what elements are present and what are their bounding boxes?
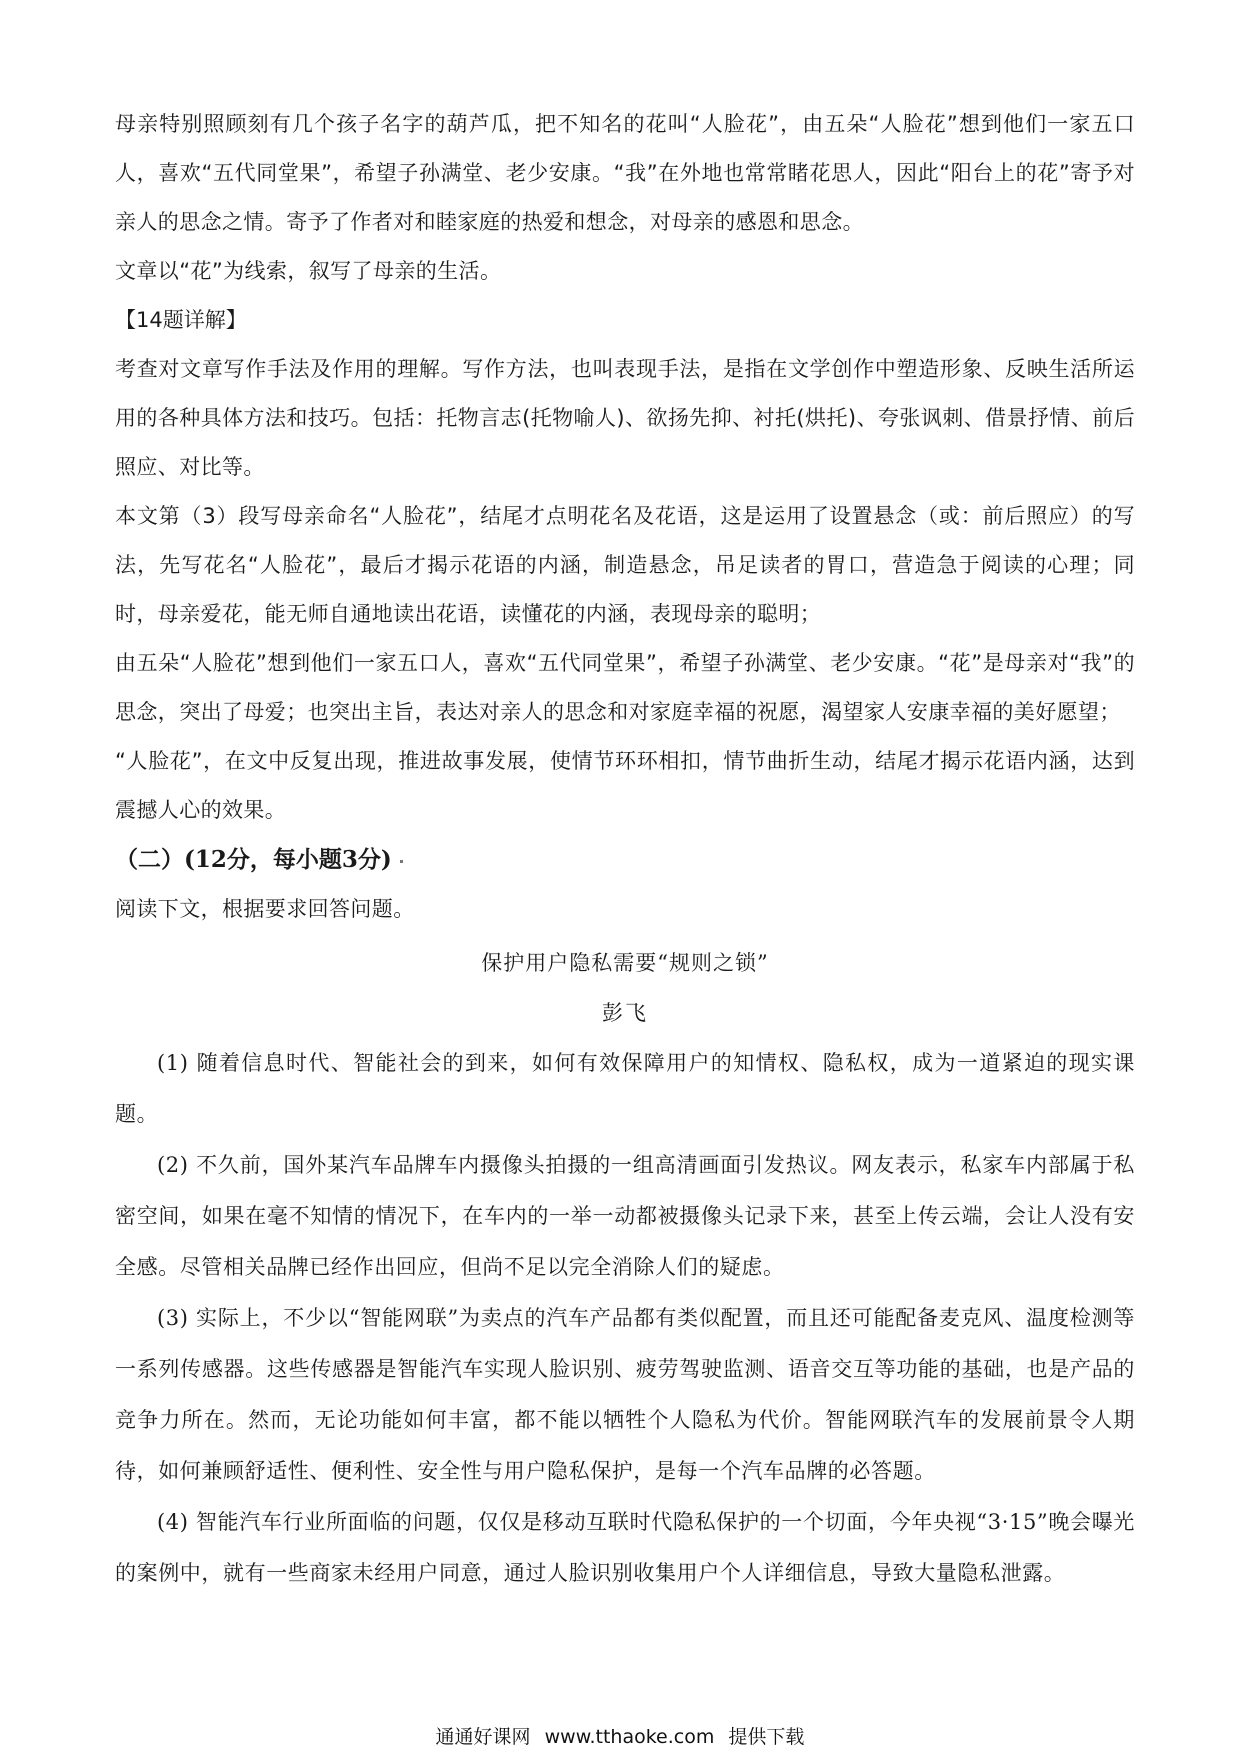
top-paragraph-1: 母亲特别照顾刻有几个孩子名字的葫芦瓜，把不知名的花叫“人脸花”，由五朵“人脸花”想到他们一家五口人，喜欢“五代同堂果”，希望子孙满堂、老少安康。“我”在外地也常常睹花思人，因此“阳台上的花”寄予对亲人的思念之情。寄予了作者对和睦家庭的热爱和想念，对母亲的感恩和思念。 (115, 112, 1135, 234)
top-paragraph-2: 文章以“花”为线索，叙写了母亲的生活。 (115, 259, 502, 283)
article-paragraph-3: (3) 实际上，不少以“智能网联”为卖点的汽车产品都有类似配置，而且还可能配备麦克风、温度检测等一系列传感器。这些传感器是智能汽车实现人脸识别、疲劳驾驶监测、语音交互等功能的基础，也是产品的竞争力所在。然而，无论功能如何丰富，都不能以牺牲个人隐私为代价。智能网联汽车的发展前景令人期待，如何兼顾舒适性、便利性、安全性与用户隐私保护，是每一个汽车品牌的必答题。 (115, 1306, 1135, 1483)
dot-mark (400, 860, 403, 863)
article-title: 保护用户隐私需要“规则之锁” (481, 951, 769, 975)
section-title (115, 835, 1135, 885)
article-paragraph-4: (4) 智能汽车行业所面临的问题，仅仅是移动互联时代隐私保护的一个切面，今年央视“3·15”晚会曝光的案例中，就有一些商家未经用户同意，通过人脸识别收集用户个人详细信息，导致大量隐私泄露。 (115, 1510, 1135, 1585)
q14-paragraph-4: “人脸花”，在文中反复出现，推进故事发展，使情节环环相扣，情节曲折生动，结尾才揭示花语内涵，达到震撼人心的效果。 (115, 749, 1135, 822)
q14-paragraph-2: 本文第（3）段写母亲命名“人脸花”，结尾才点明花名及花语，这是运用了设置悬念（或：前后照应）的写法，先写花名“人脸花”，最后才揭示花语的内涵，制造悬念，吊足读者的胃口，营造急于阅读的心理；同时，母亲爱花，能无师自通地读出花语，读懂花的内涵，表现母亲的聪明； (115, 504, 1135, 626)
section-instruction: 阅读下文，根据要求回答问题。 (115, 897, 415, 921)
page-footer (0, 1724, 1240, 1750)
q14-paragraph-3: 由五朵“人脸花”想到他们一家五口人，喜欢“五代同堂果”，希望子孙满堂、老少安康。“花”是母亲对“我”的思念，突出了母爱；也突出主旨，表达对亲人的思念和对家庭幸福的祝愿，渴望家人安康幸福的美好愿望； (115, 651, 1135, 724)
article-author: 彭飞 (602, 1001, 648, 1025)
q14-heading: 【14题详解】 (115, 308, 247, 332)
article-paragraph-2: (2) 不久前，国外某汽车品牌车内摄像头拍摄的一组高清画面引发热议。网友表示，私家车内部属于私密空间，如果在毫不知情的情况下，在车内的一举一动都被摄像头记录下来，甚至上传云端，会让人没有安全感。尽管相关品牌已经作出回应，但尚不足以完全消除人们的疑虑。 (115, 1153, 1135, 1279)
section-title-text: （二）(12分，每小题3分) (115, 846, 392, 873)
page-content (115, 100, 1135, 1599)
footer-note: 提供下载 (728, 1726, 805, 1748)
q14-paragraph-1: 考查对文章写作手法及作用的理解。写作方法，也叫表现手法，是指在文学创作中塑造形象、反映生活所运用的各种具体方法和技巧。包括：托物言志(托物喻人)、欲扬先抑、衬托(烘托)、夸张讽刺、借景抒情、前后照应、对比等。 (115, 357, 1135, 479)
article-paragraph-1: (1) 随着信息时代、智能社会的到来，如何有效保障用户的知情权、隐私权，成为一道紧迫的现实课题。 (115, 1051, 1135, 1126)
footer-url[interactable]: www.tthaoke.com (544, 1726, 715, 1748)
footer-site-name: 通通好课网 (435, 1726, 531, 1748)
